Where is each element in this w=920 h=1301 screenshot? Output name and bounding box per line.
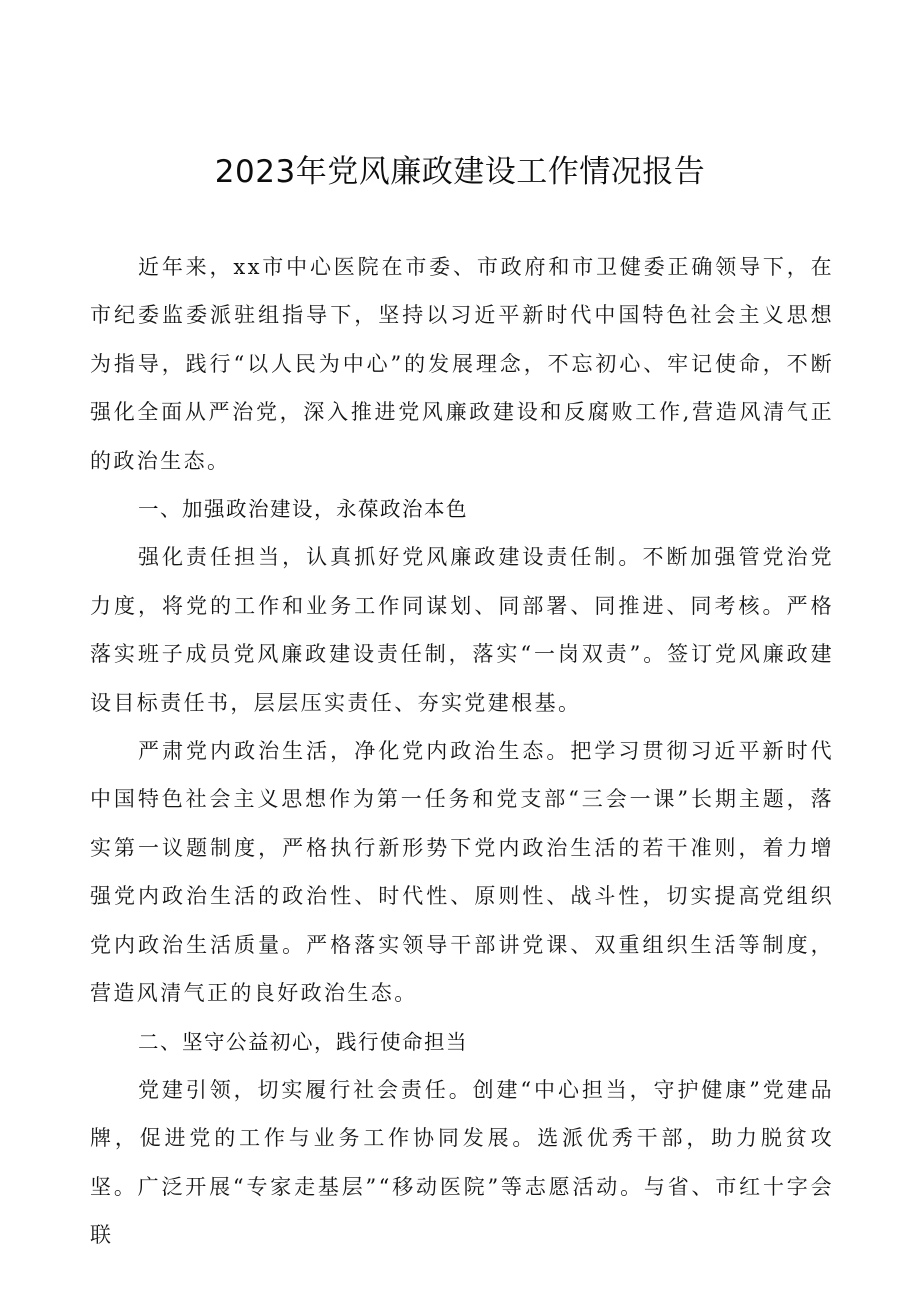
intro-paragraph: 近年来，xx市中心医院在市委、市政府和市卫健委正确领导下，在市纪委监委派驻组指导下，坚持以习近平新时代中国特色社会主义思想为指导，践行“以人民为中心”的发展理念，不忘初心、牢记使命，不断强化全面从严治党，深入推进党风廉政建设和反腐败工作,营造风清气正的政治生态。 xyxy=(90,255,834,473)
document-body xyxy=(90,243,834,1260)
document-title: 2023年党风廉政建设工作情况报告 xyxy=(214,154,706,190)
section-2-heading: 二、坚守公益初心，践行使命担当 xyxy=(138,1029,468,1054)
section-1-paragraph-2: 严肃党内政治生活，净化党内政治生态。把学习贯彻习近平新时代中国特色社会主义思想作为第一任务和党支部“三会一课”长期主题，落实第一议题制度，严格执行新形势下党内政治生活的若干准则，着力增强党内政治生活的政治性、时代性、原则性、战斗性，切实提高党组织党内政治生活质量。严格落实领导干部讲党课、双重组织生活等制度，营造风清气正的良好政治生态。 xyxy=(90,739,834,1006)
section-1-heading: 一、加强政治建设，永葆政治本色 xyxy=(138,497,468,522)
section-1-paragraph-1: 强化责任担当，认真抓好党风廉政建设责任制。不断加强管党治党力度，将党的工作和业务工作同谋划、同部署、同推进、同考核。严格落实班子成员党风廉政建设责任制，落实“一岗双责”。签订党风廉政建设目标责任书，层层压实责任、夯实党建根基。 xyxy=(90,545,834,715)
section-2-paragraph-1: 党建引领，切实履行社会责任。创建“中心担当，守护健康”党建品牌，促进党的工作与业务工作协同发展。选派优秀干部，助力脱贫攻坚。广泛开展“专家走基层”“移动医院”等志愿活动。与省、市红十字会联 xyxy=(90,1077,834,1248)
